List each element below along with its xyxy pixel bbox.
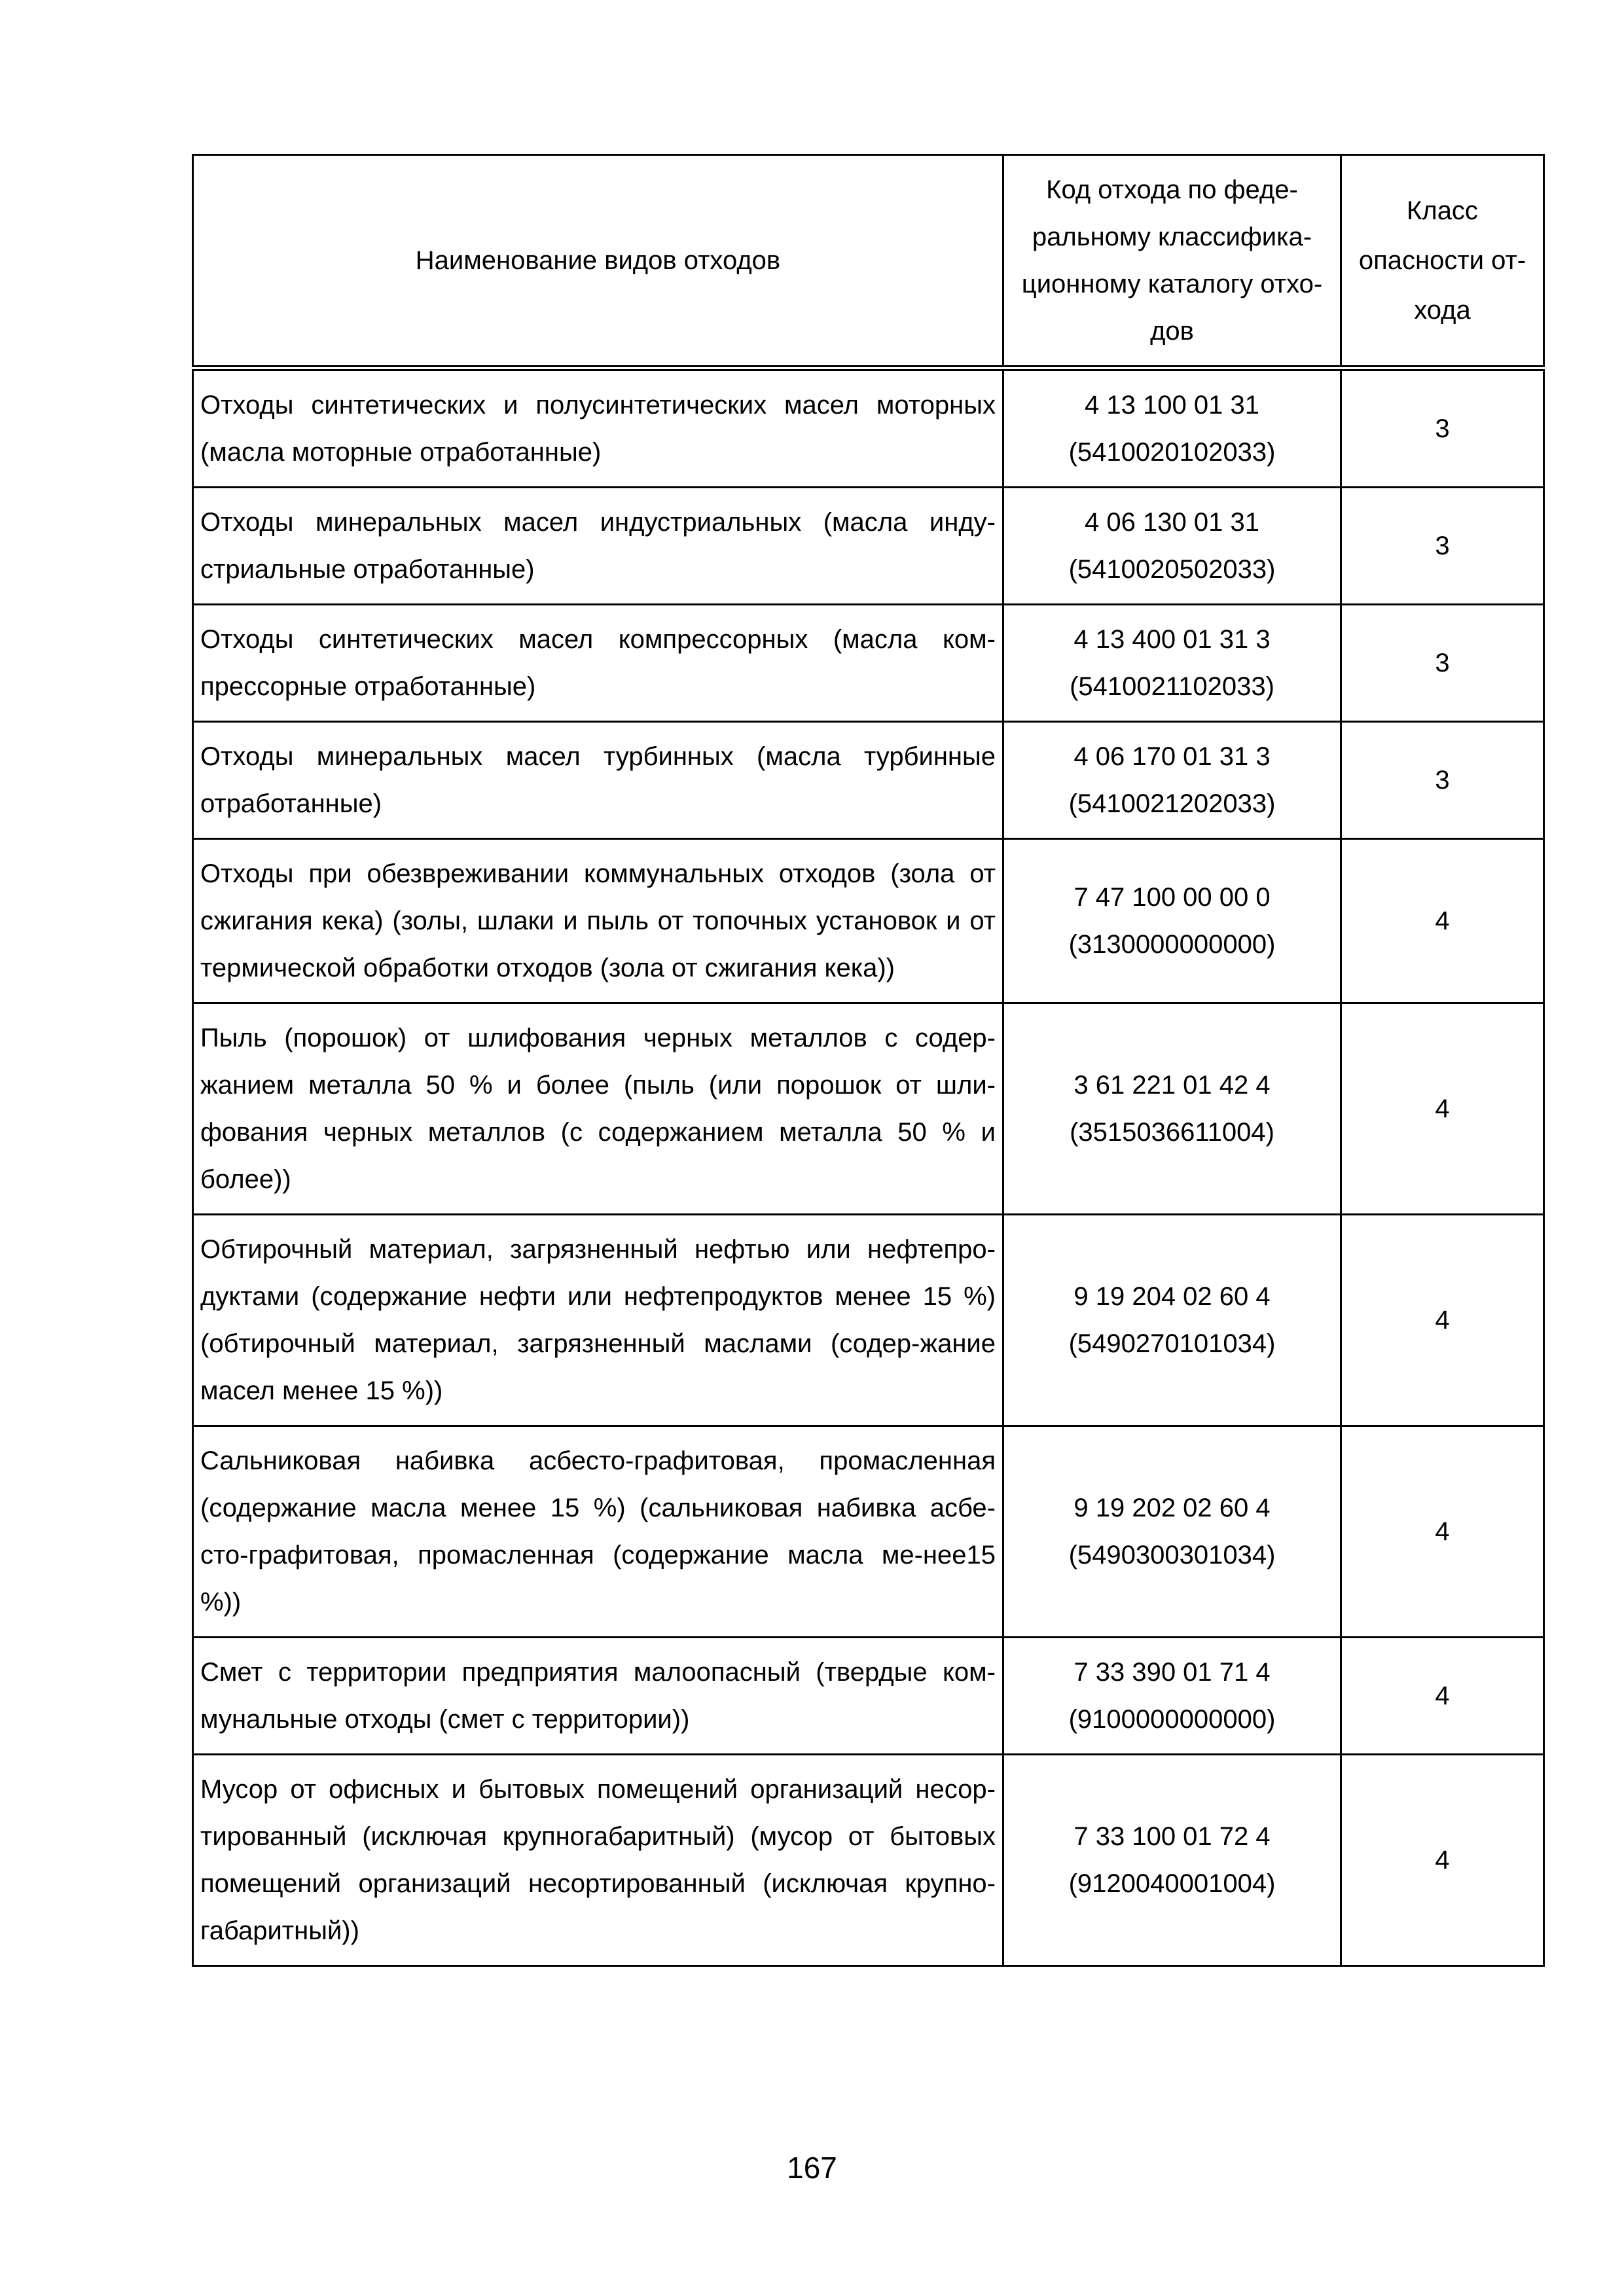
hazard-class-cell: 4 [1341,1426,1544,1638]
table-row [193,1003,1544,1215]
waste-code-old: (5410021102033) [1070,672,1274,701]
hazard-class-cell: 3 [1341,368,1544,488]
table-header-row [193,155,1544,368]
waste-code: 4 06 130 01 31 [1085,508,1259,537]
page-number: 167 [787,2151,837,2185]
waste-code: 4 13 100 01 31 [1085,391,1259,420]
table-row [193,722,1544,839]
waste-code-old: (5490300301034) [1068,1541,1276,1570]
table-row [193,605,1544,722]
waste-code-old: (3515036611004) [1070,1118,1274,1147]
waste-code-cell [1003,368,1341,488]
waste-code-old: (5410020502033) [1068,555,1276,584]
waste-code: 9 19 204 02 60 4 [1074,1282,1271,1311]
hazard-class-cell: 3 [1341,488,1544,605]
table-row [193,1638,1544,1755]
hazard-class-cell: 3 [1341,605,1544,722]
table-row [193,1215,1544,1426]
waste-code-old: (5490270101034) [1068,1329,1276,1358]
waste-code-cell [1003,488,1341,605]
waste-code-old: (5410020102033) [1068,438,1276,467]
waste-name-cell: Смет с территории предприятия малоопасный (твердые ком-мунальные отходы (смет с территории)) [193,1638,1003,1755]
hazard-class-cell: 3 [1341,722,1544,839]
waste-code-old: (5410021202033) [1068,789,1276,818]
waste-code-cell [1003,605,1341,722]
hazard-class-cell: 4 [1341,1003,1544,1215]
waste-code: 4 06 170 01 31 3 [1074,742,1271,771]
waste-name-cell: Отходы при обезвреживании коммунальных отходов (зола от сжигания кека) (золы, шлаки и пыль от топочных установок и от термической обработки отходов (зола от сжигания кека)) [193,839,1003,1003]
hazard-class-cell: 4 [1341,1638,1544,1755]
waste-code: 7 33 100 01 72 4 [1074,1822,1271,1851]
waste-code-old: (3130000000000) [1068,930,1276,959]
waste-code-cell [1003,722,1341,839]
waste-code: 7 33 390 01 71 4 [1074,1658,1271,1687]
waste-name-cell: Отходы синтетических и полусинтетических масел моторных (масла моторные отработанные) [193,368,1003,488]
waste-code-old: (9100000000000) [1068,1705,1276,1734]
waste-classification-table [192,154,1545,1967]
waste-code: 4 13 400 01 31 3 [1074,625,1271,654]
header-waste-code: Код отхода по феде-ральному классифика-ционному каталогу отхо-дов [1003,155,1341,368]
hazard-class-cell: 4 [1341,1215,1544,1426]
waste-name-cell: Сальниковая набивка асбесто-графитовая, промасленная (содержание масла менее 15 %) (сальниковая набивка асбе-сто-графитовая, промасленная (содержание масла ме-нее15 %)) [193,1426,1003,1638]
waste-name-cell: Пыль (порошок) от шлифования черных металлов с содер-жанием металла 50 % и более (пыль (или порошок от шли-фования черных металлов (с содержанием металла 50 % и более)) [193,1003,1003,1215]
table-row [193,839,1544,1003]
hazard-class-cell: 4 [1341,1755,1544,1966]
waste-code-cell [1003,1638,1341,1755]
waste-code: 7 47 100 00 00 0 [1074,883,1271,912]
waste-code-cell [1003,1426,1341,1638]
waste-code: 3 61 221 01 42 4 [1074,1071,1271,1100]
waste-code-old: (9120040001004) [1068,1869,1276,1898]
table-row [193,1755,1544,1966]
table-row [193,488,1544,605]
hazard-class-cell: 4 [1341,839,1544,1003]
waste-name-cell: Отходы синтетических масел компрессорных (масла ком-прессорные отработанные) [193,605,1003,722]
header-hazard-class: Класс опасности от-хода [1341,155,1544,368]
waste-code-cell [1003,1755,1341,1966]
waste-name-cell: Мусор от офисных и бытовых помещений организаций несор-тированный (исключая крупногабаритный) (мусор от бытовых помещений организаций несортированный (исключая крупно-габаритный)) [193,1755,1003,1966]
waste-name-cell: Отходы минеральных масел индустриальных (масла инду-стриальные отработанные) [193,488,1003,605]
waste-code: 9 19 202 02 60 4 [1074,1494,1271,1522]
waste-name-cell: Отходы минеральных масел турбинных (масла турбинные отработанные) [193,722,1003,839]
table-row [193,368,1544,488]
waste-code-cell [1003,1003,1341,1215]
table-row [193,1426,1544,1638]
waste-code-cell [1003,1215,1341,1426]
waste-name-cell: Обтирочный материал, загрязненный нефтью или нефтепро-дуктами (содержание нефти или нефтепродуктов менее 15 %) (обтирочный материал, загрязненный маслами (содер-жание масел менее 15 %)) [193,1215,1003,1426]
waste-code-cell [1003,839,1341,1003]
header-waste-name: Наименование видов отходов [193,155,1003,368]
